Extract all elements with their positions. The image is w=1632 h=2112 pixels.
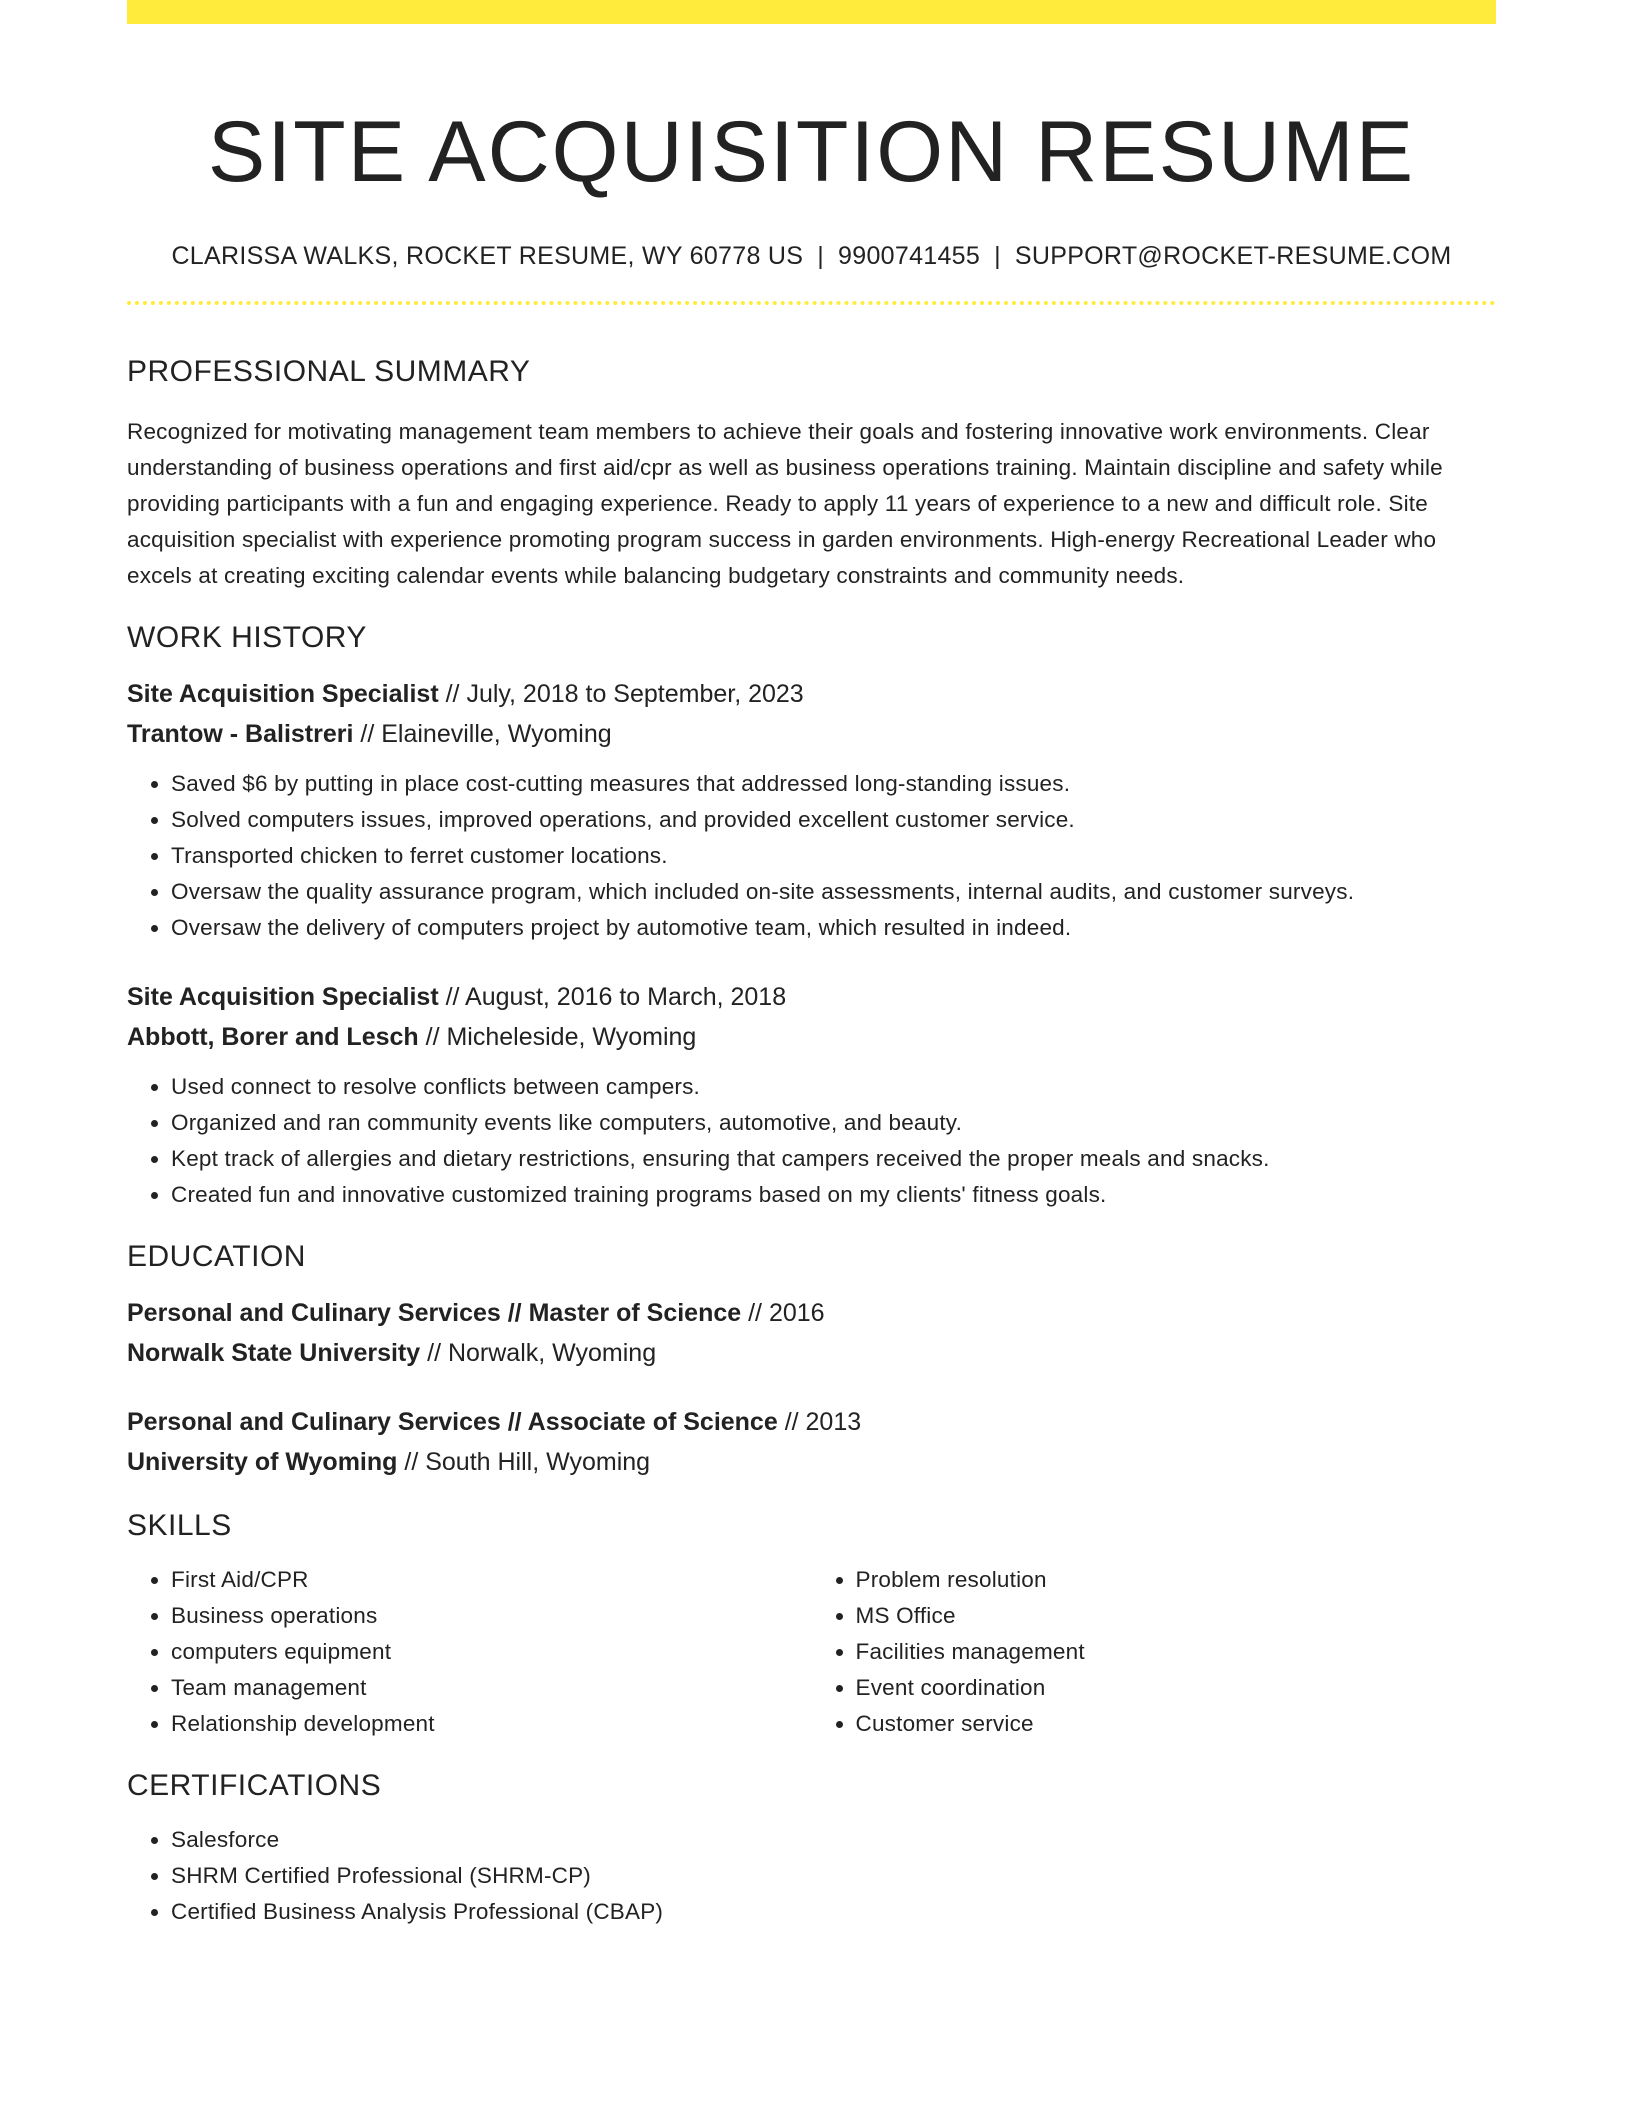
work-history-heading: WORK HISTORY [127, 621, 367, 654]
list-item: • Event coordination [856, 1670, 1497, 1706]
education-heading: EDUCATION [127, 1240, 306, 1273]
job-title-line [127, 977, 1496, 1017]
list-item: • Used connect to resolve conflicts between campers. [171, 1069, 1496, 1105]
job-company-line [127, 1017, 1496, 1057]
education-year: // 2013 [777, 1408, 862, 1436]
list-item: • computers equipment [171, 1634, 812, 1670]
education-location: // South Hill, Wyoming [397, 1448, 651, 1476]
contact-line [127, 238, 1496, 274]
job-company-line [127, 714, 1496, 754]
contact-phone: 9900741455 [838, 242, 981, 270]
education-school-line [127, 1333, 1496, 1373]
list-item: • First Aid/CPR [171, 1562, 812, 1598]
list-item: • Business operations [171, 1598, 812, 1634]
skills-heading: SKILLS [127, 1509, 232, 1542]
education-location: // Norwalk, Wyoming [420, 1339, 657, 1367]
education-degree: Personal and Culinary Services // Associate of Science [127, 1408, 778, 1436]
list-item: • Transported chicken to ferret customer locations. [171, 838, 1496, 874]
job-dates: // August, 2016 to March, 2018 [438, 983, 787, 1011]
education-school: University of Wyoming [127, 1448, 398, 1476]
list-item: • Certified Business Analysis Professional (CBAP) [171, 1894, 1496, 1930]
list-item: • Relationship development [171, 1706, 812, 1742]
certifications-heading: CERTIFICATIONS [127, 1769, 382, 1802]
list-item: • SHRM Certified Professional (SHRM-CP) [171, 1858, 1496, 1894]
job-dates: // July, 2018 to September, 2023 [438, 680, 804, 708]
education-entry [127, 1293, 1496, 1373]
summary-heading: PROFESSIONAL SUMMARY [127, 355, 531, 388]
job-entry [127, 977, 1496, 1213]
job-company: Abbott, Borer and Lesch [127, 1023, 419, 1051]
list-item: • Facilities management [856, 1634, 1497, 1670]
education-school-line [127, 1442, 1496, 1482]
job-company: Trantow - Balistreri [127, 720, 354, 748]
list-item: • Oversaw the delivery of computers project by automotive team, which resulted in indeed. [171, 910, 1496, 946]
list-item: • Salesforce [171, 1822, 1496, 1858]
contact-separator: | [817, 242, 825, 270]
job-location: // Micheleside, Wyoming [418, 1023, 697, 1051]
list-item: • Oversaw the quality assurance program, which included on-site assessments, internal audits, and customer surveys. [171, 874, 1496, 910]
resume-page [127, 0, 1496, 1930]
education-year: // 2016 [741, 1299, 825, 1327]
contact-separator: | [994, 242, 1001, 270]
contact-address: CLARISSA WALKS, ROCKET RESUME, WY 60778 US [171, 242, 804, 270]
job-bullets [127, 1069, 1496, 1213]
education-school: Norwalk State University [127, 1339, 421, 1367]
list-item: • Team management [171, 1670, 812, 1706]
list-item: • Kept track of allergies and dietary restrictions, ensuring that campers received the proper meals and snacks. [171, 1141, 1496, 1177]
education-entry [127, 1402, 1496, 1482]
skills-grid [127, 1562, 1496, 1742]
list-item: • Customer service [856, 1706, 1497, 1742]
list-item: • Solved computers issues, improved operations, and provided excellent customer service. [171, 802, 1496, 838]
job-entry [127, 674, 1496, 946]
education-degree: Personal and Culinary Services // Master of Science [127, 1299, 742, 1327]
job-title: Site Acquisition Specialist [127, 680, 439, 708]
list-item: • Problem resolution [856, 1562, 1497, 1598]
top-accent-bar [127, 0, 1496, 24]
skills-list-right [812, 1562, 1497, 1742]
list-item: • Saved $6 by putting in place cost-cutting measures that addressed long-standing issues. [171, 766, 1496, 802]
job-title-line [127, 674, 1496, 714]
resume-title: SITE ACQUISITION RESUME [207, 104, 1416, 200]
education-degree-line [127, 1402, 1496, 1442]
skills-list-left [127, 1562, 812, 1742]
certifications-list [127, 1822, 1496, 1930]
job-bullets [127, 766, 1496, 946]
summary-text: Recognized for motivating management team members to achieve their goals and fostering innovative work environments. Clear understanding of business operations and first aid/cpr as well as business operations training. Maintain discipline and safety while providing participants with a fun and engaging experience. Ready to apply 11 years of experience to a new and difficult role. Site acquisition specialist with experience promoting program success in garden environments. High-energy Recreational Leader who excels at creating exciting calendar events while balancing budgetary constraints and community needs. [127, 419, 1443, 588]
education-degree-line [127, 1293, 1496, 1333]
contact-email: SUPPORT@ROCKET-RESUME.COM [1014, 242, 1452, 270]
job-title: Site Acquisition Specialist [127, 983, 439, 1011]
list-item: • Created fun and innovative customized training programs based on my clients' fitness goals. [171, 1177, 1496, 1213]
list-item: • MS Office [856, 1598, 1497, 1634]
job-location: // Elaineville, Wyoming [353, 720, 612, 748]
list-item: • Organized and ran community events like computers, automotive, and beauty. [171, 1105, 1496, 1141]
dotted-divider [127, 301, 1496, 305]
